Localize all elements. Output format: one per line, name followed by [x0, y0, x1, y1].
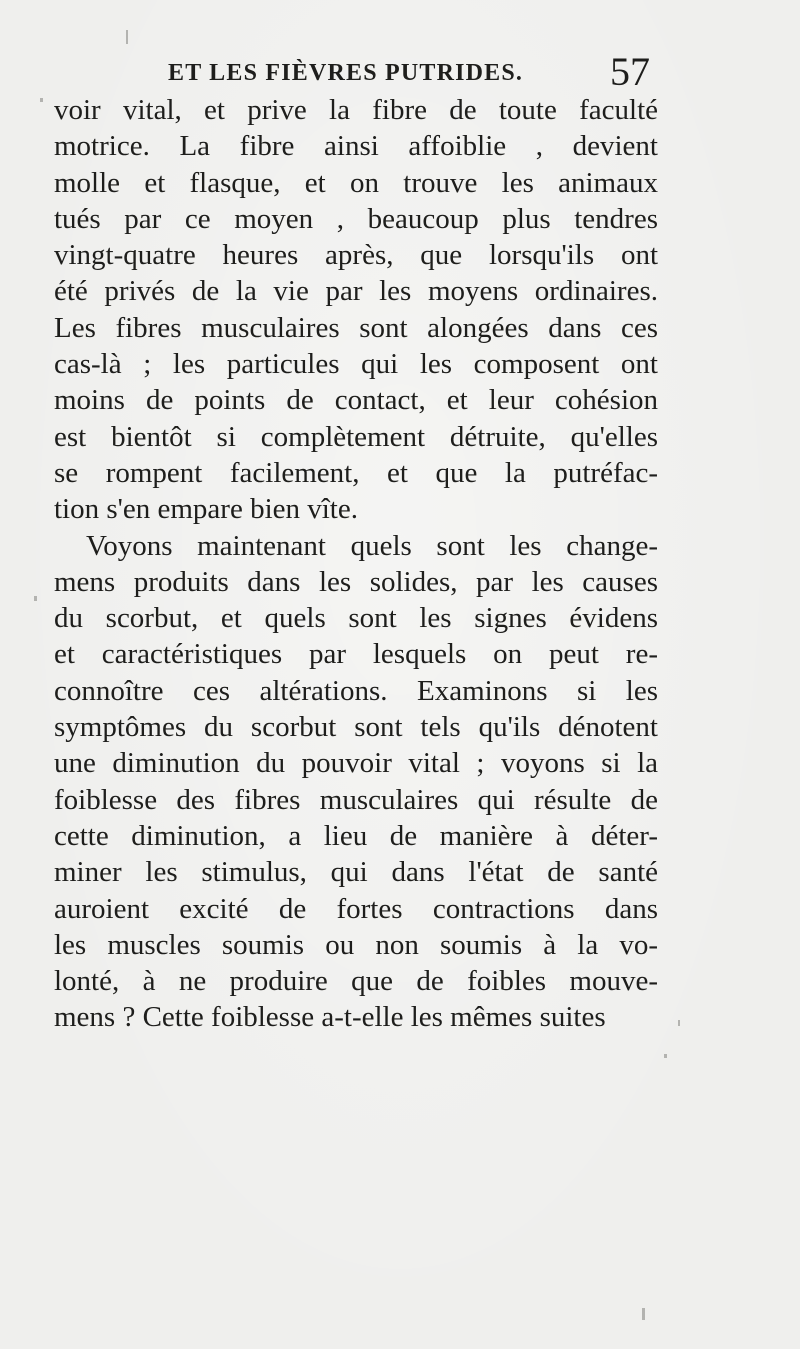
paper-speck [664, 1054, 667, 1058]
text-line: foiblesse des fibres musculaires qui résulte de [54, 783, 658, 816]
text-line: cas-là ; les particules qui les composent ont [54, 348, 658, 381]
text-line: Voyons maintenant quels sont les change- [86, 529, 658, 562]
text-line: cette diminution, a lieu de manière à déter- [54, 819, 658, 852]
text-line: mens ? Cette foiblesse a-t-elle les mêmes suites [54, 1001, 606, 1034]
paper-speck [34, 596, 37, 601]
text-line: lonté, à ne produire que de foibles mouve- [54, 965, 658, 998]
text-line: les muscles soumis ou non soumis à la vo- [54, 928, 658, 961]
paper-speck [40, 98, 43, 102]
paper-speck [126, 30, 128, 44]
paper-speck [642, 1308, 645, 1320]
text-line: se rompent facilement, et que la putréfac- [54, 456, 658, 489]
text-line: est bientôt si complètement détruite, qu'elles [54, 420, 658, 453]
text-line: voir vital, et prive la fibre de toute faculté [54, 94, 658, 126]
text-line: motrice. La fibre ainsi affoiblie , devient [54, 130, 658, 163]
paper-speck [678, 1020, 680, 1026]
text-line: du scorbut, et quels sont les signes évidens [54, 602, 658, 635]
text-line: tués par ce moyen , beaucoup plus tendres [54, 202, 658, 235]
text-line: moins de points de contact, et leur cohésion [54, 384, 658, 417]
text-line: été privés de la vie par les moyens ordinaires. [54, 275, 658, 308]
text-line: connoître ces altérations. Examinons si les [54, 674, 658, 707]
text-line: auroient excité de fortes contractions dans [54, 892, 658, 925]
text-line: mens produits dans les solides, par les causes [54, 565, 658, 598]
text-line: Les fibres musculaires sont alongées dans ces [54, 311, 658, 344]
running-header [0, 49, 800, 94]
text-line: miner les stimulus, qui dans l'état de santé [54, 856, 658, 889]
running-title: ET LES FIÈVRES PUTRIDES. [168, 60, 524, 86]
body-text [54, 92, 674, 1036]
text-line: symptômes du scorbut sont tels qu'ils dénotent [54, 711, 658, 744]
text-line: et caractéristiques par lesquels on peut re- [54, 638, 658, 671]
text-line: tion s'en empare bien vîte. [54, 493, 358, 526]
text-line: molle et flasque, et on trouve les animaux [54, 166, 658, 199]
text-line: une diminution du pouvoir vital ; voyons si la [54, 747, 658, 780]
text-line: vingt-quatre heures après, que lorsqu'ils ont [54, 239, 658, 272]
page-number: 57 [610, 49, 650, 94]
